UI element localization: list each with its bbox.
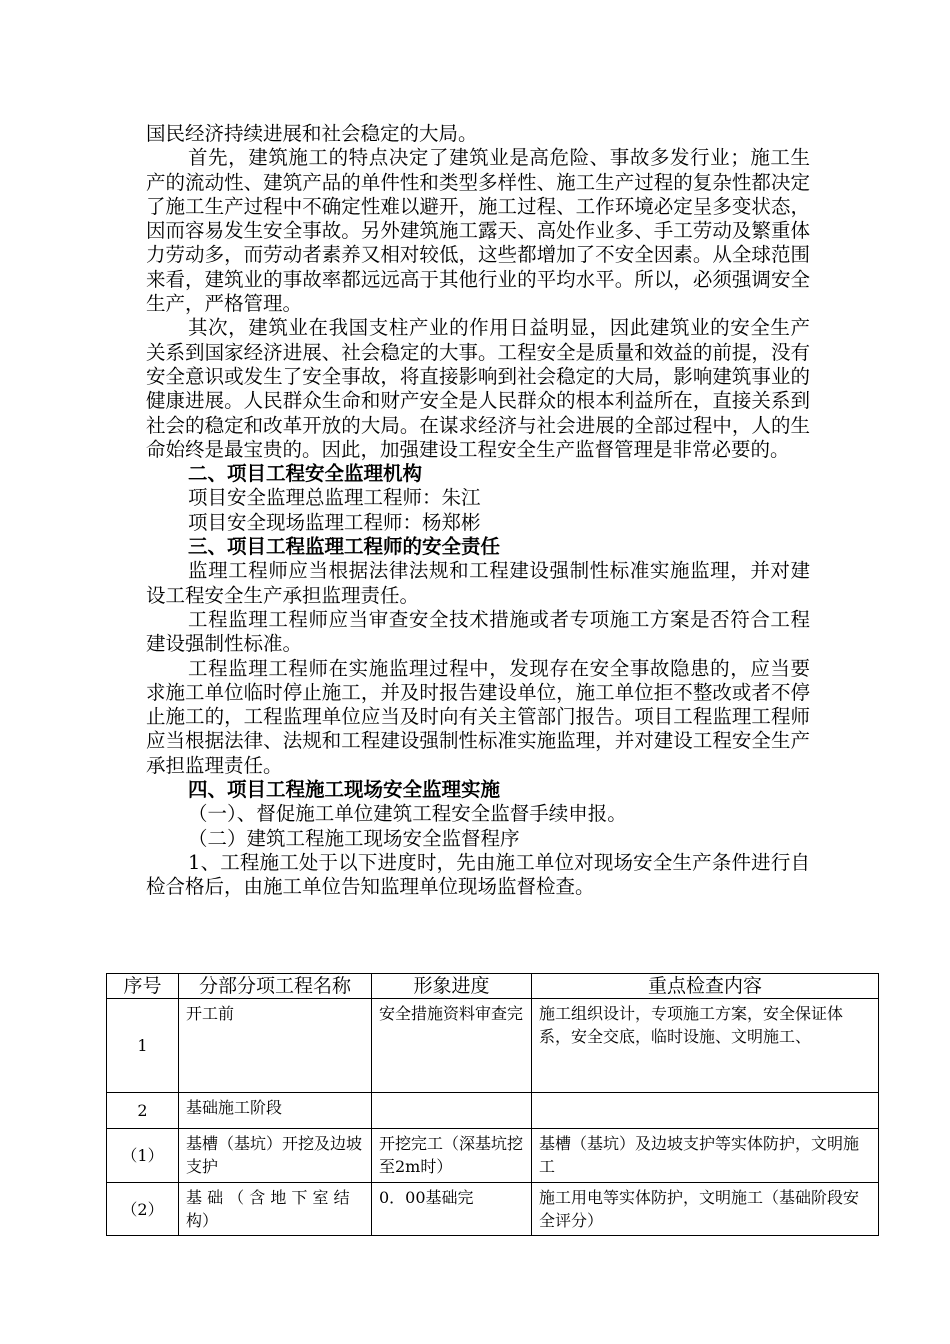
cell-project-name: 基槽（基坑）开挖及边坡支护	[179, 1129, 372, 1183]
cell-check-content: 施工组织设计，专项施工方案，安全保证体系，安全交底，临时设施、文明施工、	[532, 999, 879, 1093]
cell-progress: 0．00基础完	[372, 1183, 532, 1236]
cell-seq: （1）	[107, 1129, 179, 1183]
paragraph: （一）、督促施工单位建筑工程安全监督手续申报。	[188, 802, 627, 826]
header-project-name: 分部分项工程名称	[179, 974, 372, 999]
paragraph: 工程监理工程师在实施监理过程中，发现存在安全事故隐患的，应当要求施工单位临时停止施工，并及时报告建设单位，施工单位拒不整改或者不停止施工的，工程监理单位应当及时向有关主管部门报告。项目工程监理工程师应当根据法律、法规和工程建设强制性标准实施监理，并对建设工程安全生产承担监理责任。	[146, 656, 810, 777]
cell-progress	[372, 1093, 532, 1129]
paragraph: 工程监理工程师应当审查安全技术措施或者专项施工方案是否符合工程建设强制性标准。	[146, 607, 810, 656]
cell-seq: 2	[107, 1093, 179, 1129]
paragraph: 其次，建筑业在我国支柱产业的作用日益明显，因此建筑业的安全生产关系到国家经济进展、社会稳定的大事。工程安全是质量和效益的前提，没有安全意识或发生了安全事故，将直接影响到社会稳定的大局，影响建筑事业的健康进展。人民群众生命和财产安全是人民群众的根本利益所在，直接关系到社会的稳定和改革开放的大局。在谋求经济与社会进展的全部过程中，人的生命始终是最宝贵的。因此，加强建设工程安全生产监督管理是非常必要的。	[146, 316, 810, 461]
table-row	[107, 1129, 879, 1183]
cell-project-name: 基础施工阶段	[179, 1093, 372, 1129]
table-row	[107, 999, 879, 1093]
paragraph: 首先，建筑施工的特点决定了建筑业是高危险、事故多发行业；施工生产的流动性、建筑产品的单件性和类型多样性、施工生产过程的复杂性都决定了施工生产过程中不确定性难以避开，施工过程、工作环境必定呈多变状态，因而容易发生安全事故。另外建筑施工露天、高处作业多、手工劳动及繁重体力劳动多，而劳动者素养又相对较低，这些都增加了不安全因素。从全球范围来看，建筑业的事故率都远远高于其他行业的平均水平。所以，必须强调安全生产，严格管理。	[146, 146, 810, 316]
body-text	[146, 122, 810, 900]
header-check-content: 重点检查内容	[532, 974, 879, 999]
section-heading: 三、项目工程监理工程师的安全责任	[188, 535, 501, 559]
table-row	[107, 1183, 879, 1236]
section-heading: 二、项目工程安全监理机构	[188, 462, 423, 486]
cell-progress: 安全措施资料审查完	[372, 999, 532, 1093]
cell-check-content: 基槽（基坑）及边坡支护等实体防护，文明施工	[532, 1129, 879, 1183]
paragraph: 项目安全监理总监理工程师：朱江	[188, 486, 481, 510]
paragraph: 项目安全现场监理工程师：杨郑彬	[188, 510, 481, 534]
section-heading: 四、项目工程施工现场安全监理实施	[188, 778, 501, 802]
cell-progress: 开挖完工（深基坑挖至2m时）	[372, 1129, 532, 1183]
header-progress: 形象进度	[372, 974, 532, 999]
paragraph: （二）建筑工程施工现场安全监督程序	[188, 826, 520, 850]
cell-project-name: 基 础 （ 含 地 下 室 结 构）	[179, 1183, 372, 1236]
cell-seq: （2）	[107, 1183, 179, 1236]
paragraph: 1、工程施工处于以下进度时，先由施工单位对现场安全生产条件进行自检合格后，由施工单位告知监理单位现场监督检查。	[146, 850, 810, 899]
cell-seq: 1	[107, 999, 179, 1093]
cell-check-content	[532, 1093, 879, 1129]
paragraph: 监理工程师应当根据法律法规和工程建设强制性标准实施监理，并对建设工程安全生产承担监理责任。	[146, 559, 810, 607]
table-row	[107, 1093, 879, 1129]
paragraph: 国民经济持续进展和社会稳定的大局。	[146, 122, 478, 145]
inspection-table	[106, 973, 879, 1236]
cell-check-content: 施工用电等实体防护，文明施工（基础阶段安全评分）	[532, 1183, 879, 1236]
header-seq: 序号	[107, 974, 179, 999]
table-header-row	[107, 974, 879, 999]
cell-project-name: 开工前	[179, 999, 372, 1093]
